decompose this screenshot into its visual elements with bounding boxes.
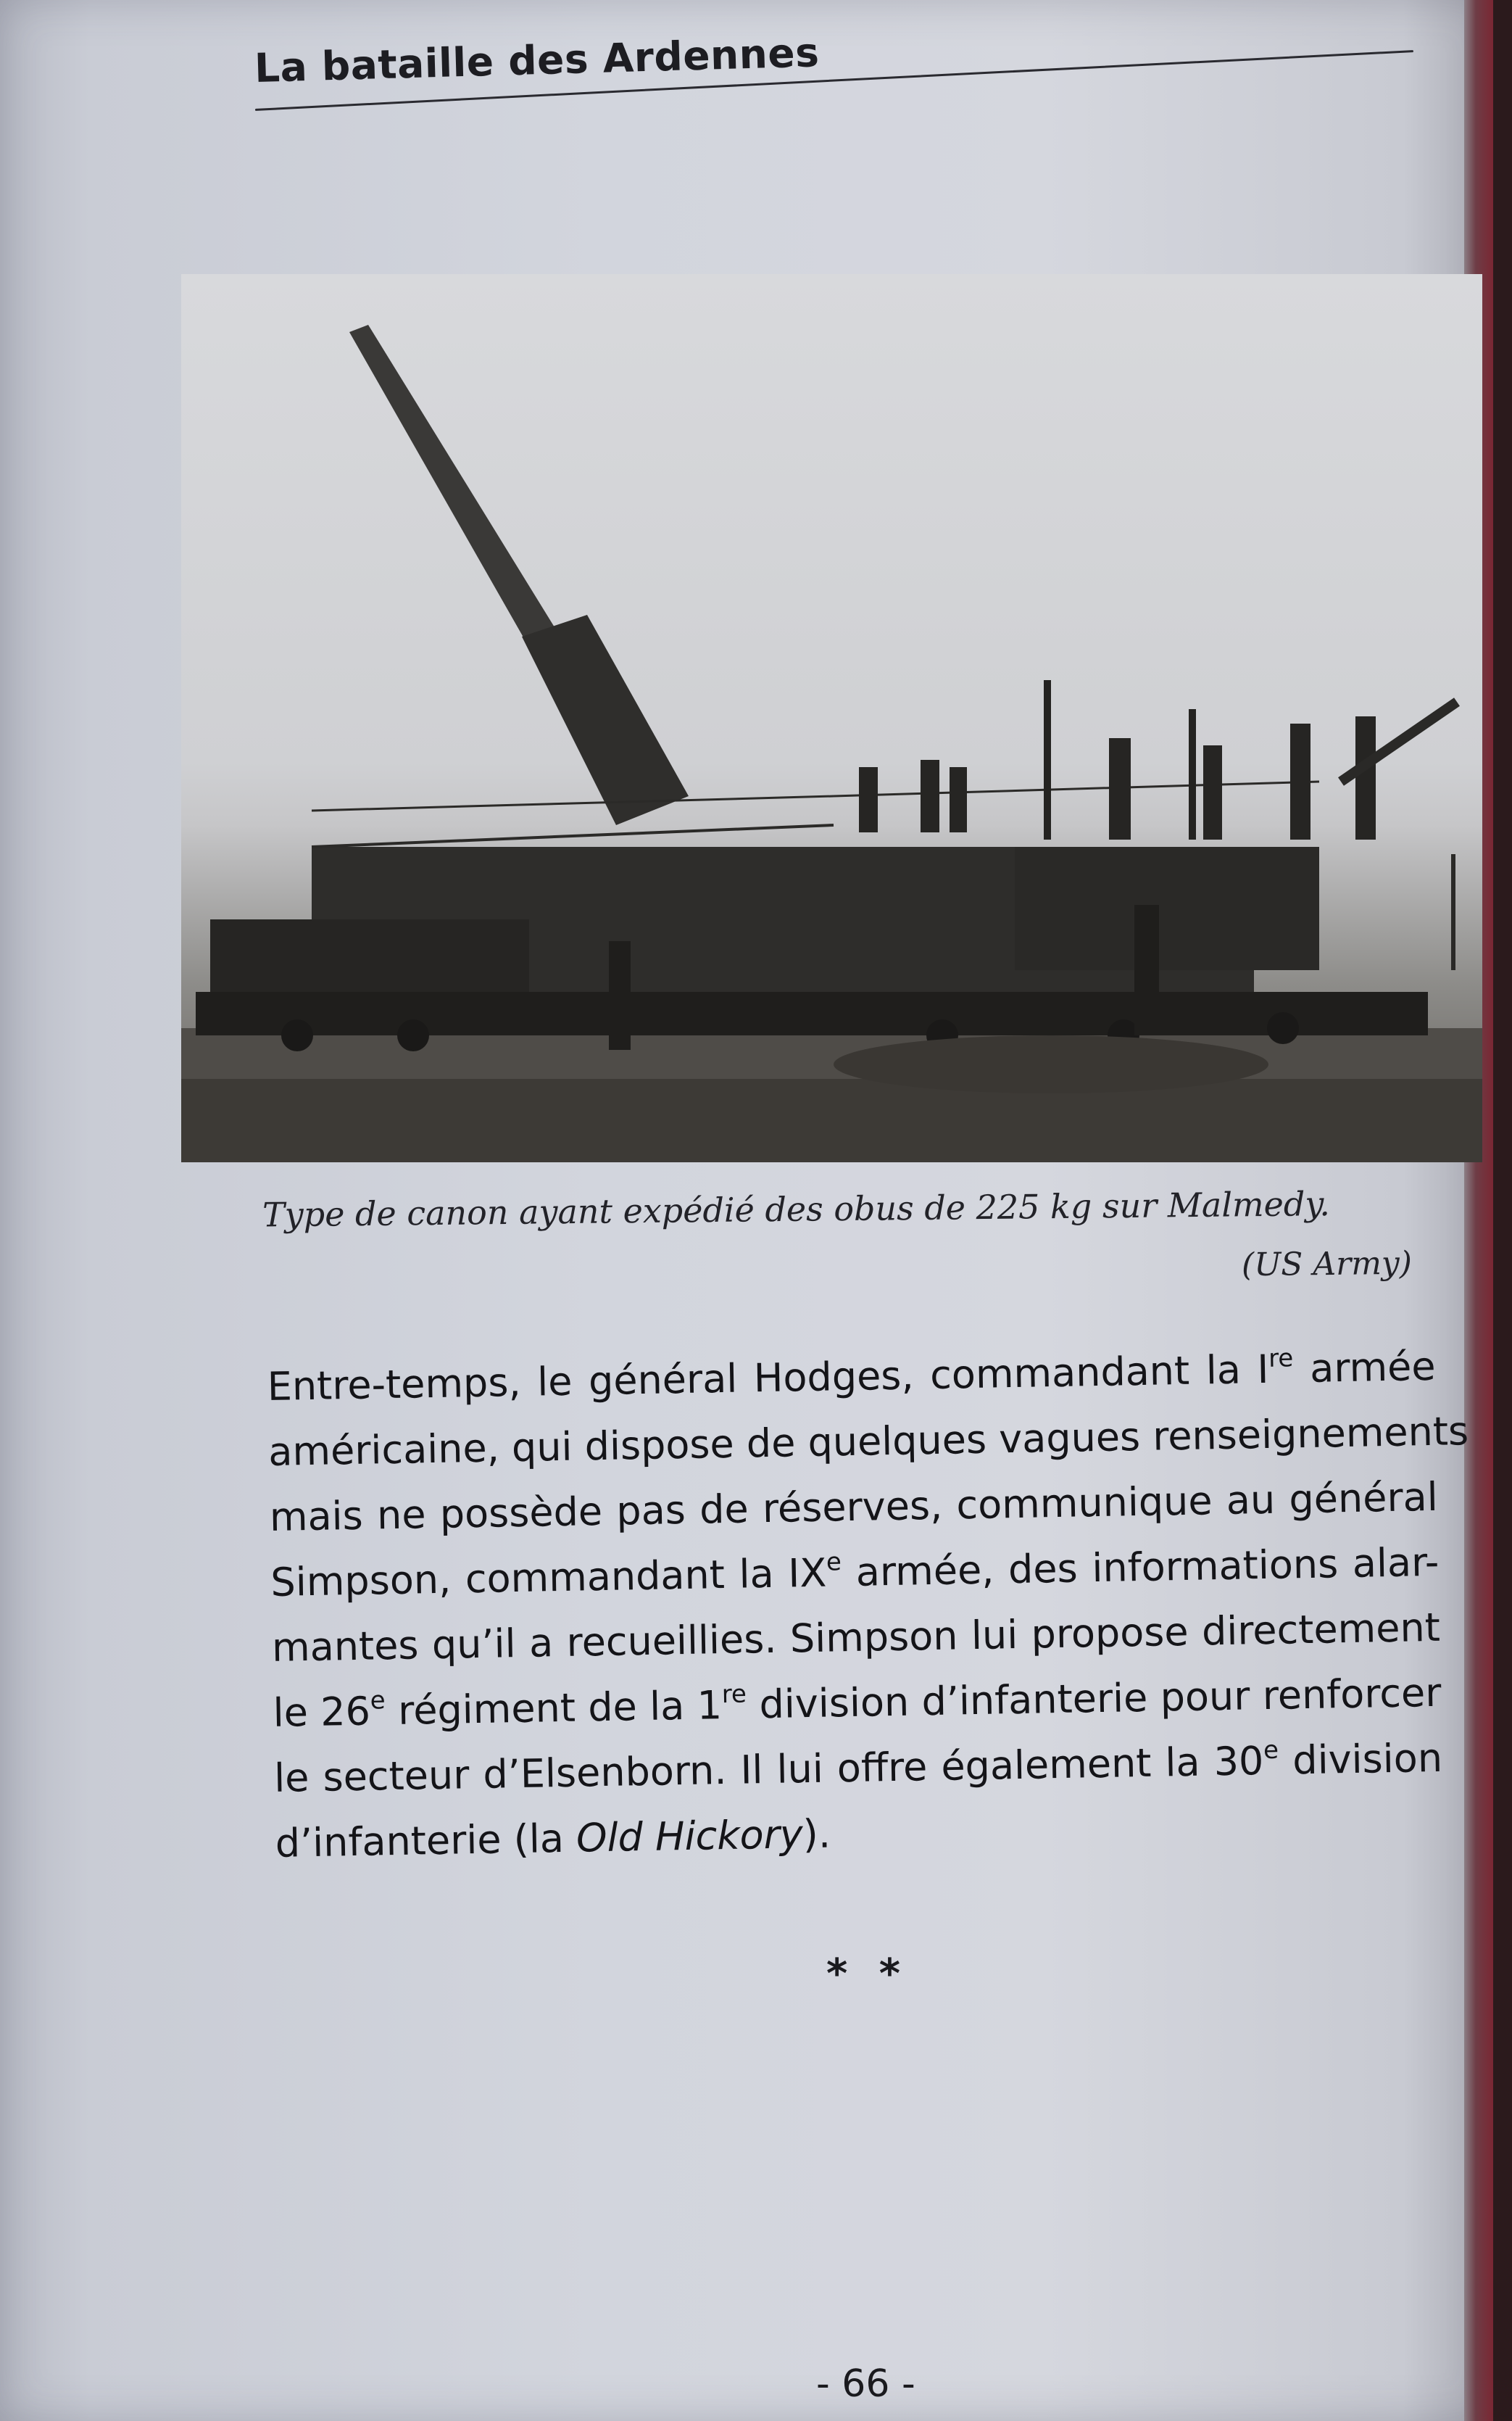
body-paragraph <box>267 1334 1469 1876</box>
figure-caption: Type de canon ayant expédié des obus de 225 kg sur Malmedy. <box>262 1184 1331 1235</box>
figure-credit: (US Army) <box>1241 1244 1413 1284</box>
paragraph-line-4: Simpson, commandant la IXe armée, des informations alar- <box>270 1539 1440 1605</box>
railway-gun-photo <box>181 274 1482 1162</box>
paragraph-line-6: le 26e régiment de la 1re division d’infanterie pour renforcer <box>273 1669 1442 1736</box>
unit-nickname: Old Hickory <box>576 1811 804 1861</box>
paragraph-line-3: mais ne possède pas de réserves, communique au général <box>269 1473 1439 1540</box>
section-separator: * * <box>826 1950 910 1998</box>
paragraph-line-7: le secteur d’Elsenborn. Il lui offre également la 30e division <box>273 1734 1443 1801</box>
paragraph-line-8: d’infanterie (la Old Hickory). <box>275 1810 831 1866</box>
paragraph-line-1: Entre-temps, le général Hodges, commandant la Ire armée <box>267 1343 1437 1410</box>
paragraph-line-5: mantes qu’il a recueillies. Simpson lui propose directement <box>271 1604 1441 1671</box>
paragraph-line-2: américaine, qui dispose de quelques vagues renseignements <box>267 1408 1469 1475</box>
page-number: - 66 - <box>816 2362 915 2406</box>
railway-gun-photo-icon <box>181 274 1482 1162</box>
running-head-title: La bataille des Ardennes <box>254 29 821 92</box>
